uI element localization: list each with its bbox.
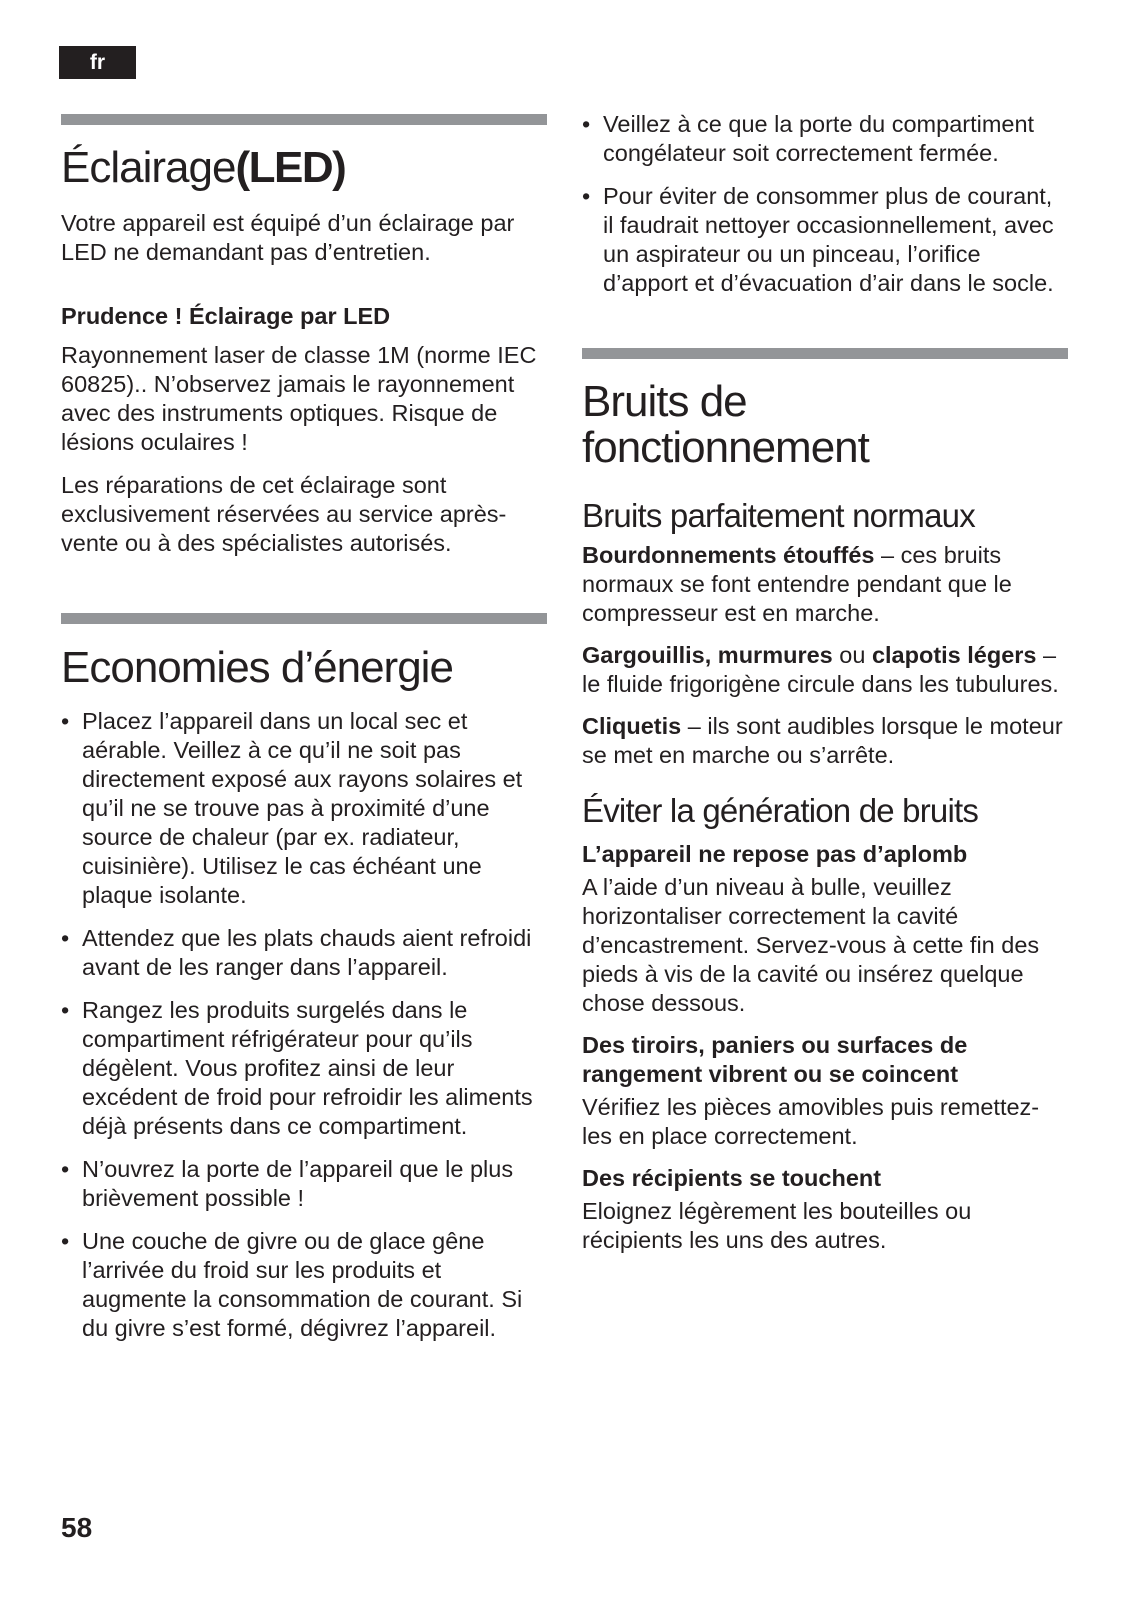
list-item: • Rangez les produits surgelés dans le compartiment réfrigérateur pour qu’ils dégèlent. Vous profitez ainsi de leur excédent de froid pour refroidir les aliments déjà présents dans ce compartiment. — [61, 997, 533, 1139]
section-rule — [61, 613, 547, 624]
list-item: • Veillez à ce que la porte du compartiment congélateur soit correctement fermée. — [582, 111, 1035, 166]
section-rule — [61, 114, 547, 125]
list-item: • Une couche de givre ou de glace gêne l’arrivée du froid sur les produits et augmente la consommation de courant. Si du givre s’est formé, dégivrez l’appareil. — [61, 1228, 523, 1341]
aplomb-text: A l’aide d’un niveau à bulle, veuillez horizontaliser correctement la cavité d’encastrement. Servez-vous à cette fin des pieds à vis de la cavité ou insérez quelque chose dessous. — [582, 874, 1040, 1016]
energie-bullet-list-continued — [582, 110, 1068, 298]
bullet-icon: • — [61, 1228, 70, 1254]
bullet-icon: • — [61, 997, 70, 1023]
energie-bullet-list — [61, 707, 547, 1343]
page-number: 58 — [61, 1512, 93, 1543]
recipients-text: Eloignez légèrement les bouteilles ou récipients les uns des autres. — [582, 1198, 972, 1253]
eviter-heading: Éviter la génération de bruits — [582, 792, 979, 829]
list-item: • N’ouvrez la porte de l’appareil que le plus brièvement possible ! — [61, 1156, 514, 1211]
energie-title: Economies d’énergie — [61, 643, 453, 692]
tiroirs-heading: Des tiroirs, paniers ou surfaces de rangement vibrent ou se coincent — [582, 1032, 968, 1087]
tiroirs-text: Vérifiez les pièces amovibles puis remettez-les en place correctement. — [582, 1094, 1040, 1149]
bullet-icon: • — [61, 708, 70, 734]
repairs-text: Les réparations de cet éclairage sont exclusivement réservées au service après-vente ou à des spécialistes autorisés. — [61, 472, 507, 556]
normaux-heading: Bruits parfaitement normaux — [582, 497, 975, 534]
list-item: • Attendez que les plats chauds aient refroidi avant de les ranger dans l’appareil. — [61, 925, 532, 980]
bullet-icon: • — [61, 925, 70, 951]
cliquetis-text: Cliquetis – ils sont audibles lorsque le moteur se met en marche ou s’arrête. — [582, 713, 1063, 768]
left-column — [61, 114, 547, 1343]
aplomb-heading: L’appareil ne repose pas d’aplomb — [582, 841, 968, 867]
section-rule — [582, 348, 1068, 359]
bruits-title: Bruits de fonctionnement — [582, 377, 869, 472]
bullet-icon: • — [61, 1156, 70, 1182]
bullet-icon: • — [582, 111, 591, 137]
list-item: • Pour éviter de consommer plus de courant, il faudrait nettoyer occasionnellement, avec un aspirateur ou un pinceau, l’orifice d’apport et d’évacuation d’air dans le socle. — [582, 183, 1054, 296]
gargouillis-text: Gargouillis, murmures ou clapotis légers – le fluide frigorigène circule dans les tubulures. — [582, 642, 1059, 697]
list-item: • Placez l’appareil dans un local sec et aérable. Veillez à ce qu’il ne soit pas directement exposé aux rayons solaires et qu’il ne se trouve pas à proximité d’une source de chaleur (par ex. radiateur, cuisinière). Utilisez le cas échéant une plaque isolante. — [61, 708, 523, 908]
bourdonnements-text: Bourdonnements étouffés – ces bruits normaux se font entendre pendant que le compresseur est en marche. — [582, 542, 1012, 626]
bullet-icon: • — [582, 183, 591, 209]
right-column — [582, 110, 1068, 1255]
language-tag: fr — [59, 46, 136, 79]
recipients-heading: Des récipients se touchent — [582, 1165, 882, 1191]
caution-heading: Prudence ! Éclairage par LED — [61, 303, 391, 329]
caution-text: Rayonnement laser de classe 1M (norme IEC 60825).. N’observez jamais le rayonnement avec des instruments optiques. Risque de lésions oculaires ! — [61, 342, 537, 455]
eclairage-title: Éclairage(LED) — [61, 143, 346, 192]
eclairage-intro: Votre appareil est équipé d’un éclairage par LED ne demandant pas d’entretien. — [61, 210, 515, 265]
